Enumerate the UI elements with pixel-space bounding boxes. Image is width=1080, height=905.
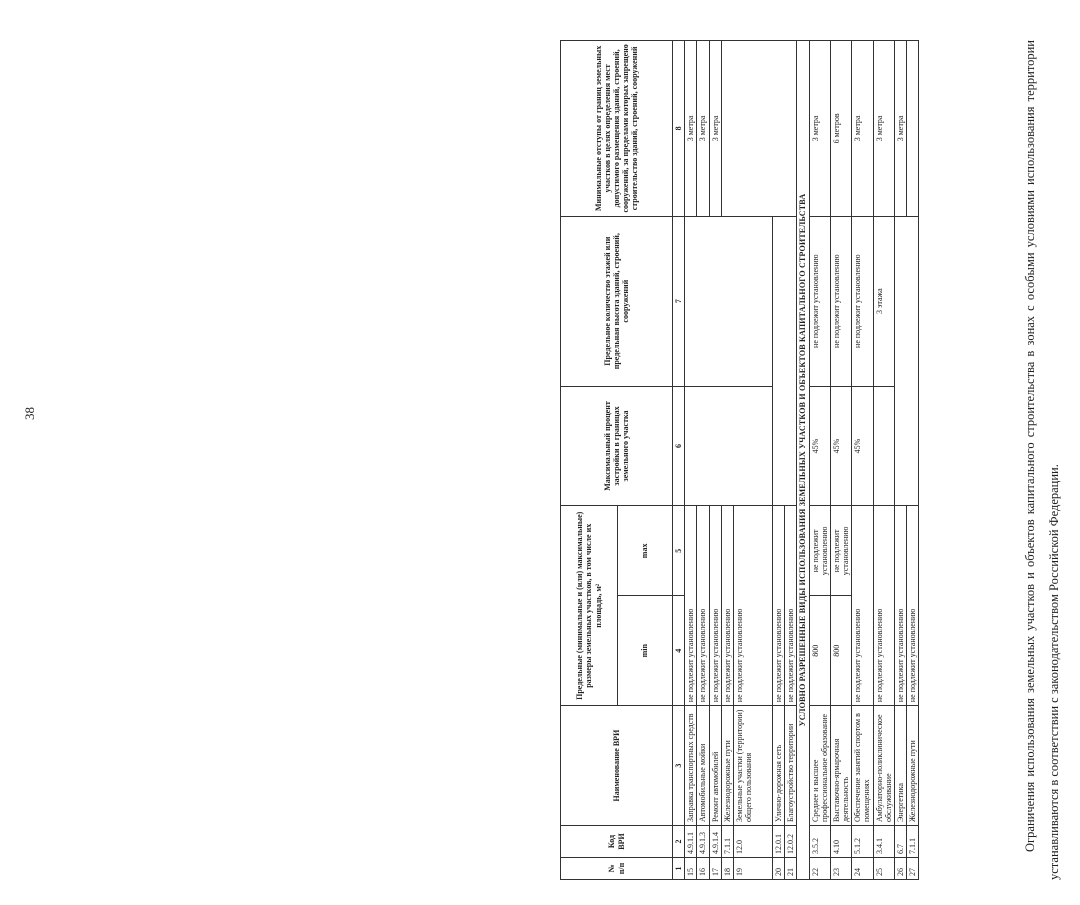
- row-code: 7.1.1: [907, 826, 919, 858]
- row-num: 16: [697, 858, 709, 880]
- row-name: Энергетика: [895, 706, 907, 826]
- header-max: max: [618, 506, 673, 596]
- row-setback: 3 метра: [873, 41, 894, 217]
- section-row: [797, 41, 809, 880]
- row-floors: не подлежит установлению: [852, 216, 873, 386]
- header-sizes: Предельные (минимальные и (или) максимальные) размеры земельных участков, в том числе их площадь, м²: [561, 506, 618, 706]
- col-index: 1: [673, 858, 685, 880]
- row-setback: 3 метра: [685, 41, 697, 217]
- zoning-table: [560, 40, 919, 880]
- row-empty-span: [895, 216, 919, 506]
- header-num: № п/п: [561, 858, 673, 880]
- row-sizes: не подлежит установлению: [772, 506, 784, 706]
- row-setback: 3 метра: [852, 41, 873, 217]
- table-row: [852, 41, 873, 880]
- row-setback: 3 метра: [697, 41, 709, 217]
- table-row: [685, 41, 697, 880]
- row-num: 15: [685, 858, 697, 880]
- row-num: 25: [873, 858, 894, 880]
- row-floors: 3 этажа: [873, 216, 894, 386]
- row-max: не подлежит установлению: [809, 506, 830, 596]
- col-index: 6: [673, 386, 685, 506]
- section-title: УСЛОВНО РАЗРЕШЕННЫЕ ВИДЫ ИСПОЛЬЗОВАНИЯ ЗЕМЕЛЬНЫХ УЧАСТКОВ И ОБЪЕКТОВ КАПИТАЛЬНОГО СТРОИТЕЛЬСТВА: [797, 41, 809, 880]
- row-percent: 45%: [852, 386, 873, 506]
- row-percent-empty: [685, 386, 773, 506]
- row-name: Улично-дорожная сеть: [772, 706, 784, 826]
- row-min: 800: [830, 596, 851, 706]
- row-num: 26: [895, 858, 907, 880]
- rotated-page-content: [560, 40, 1080, 880]
- row-setback: 3 метра: [809, 41, 830, 217]
- row-sizes: не подлежит установлению: [907, 506, 919, 706]
- row-name: Заправка транспортных средств: [685, 706, 697, 826]
- table-row: [895, 41, 907, 880]
- row-name: Благоустройство территории: [785, 706, 797, 826]
- row-floors: не подлежит установлению: [809, 216, 830, 386]
- row-sizes: не подлежит установлению: [852, 506, 873, 706]
- row-num: 22: [809, 858, 830, 880]
- row-code: 6.7: [895, 826, 907, 858]
- row-min: 800: [809, 596, 830, 706]
- row-name: Обеспечение занятий спортом в помещениях: [852, 706, 873, 826]
- column-index-row: [673, 41, 685, 880]
- row-max: не подлежит установлению: [830, 506, 851, 596]
- row-sizes: не подлежит установлению: [697, 506, 709, 706]
- row-sizes: не подлежит установлению: [895, 506, 907, 706]
- row-sizes: не подлежит установлению: [685, 506, 697, 706]
- row-num: 24: [852, 858, 873, 880]
- footnote-paragraph: Ограничения использования земельных участков и объектов капитального строительства в зонах с особыми условиями использования территории устанавливаются в соответствии с законодательством Российской Федерации.: [1022, 40, 1061, 880]
- row-floors: не подлежит установлению: [830, 216, 851, 386]
- table-row: [809, 41, 830, 880]
- row-name: Железнодорожные пути: [721, 706, 733, 826]
- row-percent: 45%: [830, 386, 851, 506]
- col-index: 2: [673, 826, 685, 858]
- row-num: 27: [907, 858, 919, 880]
- row-code: 12.0.1: [772, 826, 784, 858]
- col-index: 5: [673, 506, 685, 596]
- header-name: Наименование ВРИ: [561, 706, 673, 826]
- row-code: 3.5.2: [809, 826, 830, 858]
- row-sizes: не подлежит установлению: [785, 506, 797, 706]
- row-name: Ремонт автомобилей: [709, 706, 721, 826]
- header-min: min: [618, 596, 673, 706]
- col-index: 7: [673, 216, 685, 386]
- row-percent: 45%: [809, 386, 830, 506]
- row-code: 3.4.1: [873, 826, 894, 858]
- row-code: 4.9.1.3: [697, 826, 709, 858]
- row-num: 17: [709, 858, 721, 880]
- row-code: 12.0.2: [785, 826, 797, 858]
- row-setback: 6 метров: [830, 41, 851, 217]
- row-code: 4.10: [830, 826, 851, 858]
- header-code: Код ВРИ: [561, 826, 673, 858]
- table-row: [830, 41, 851, 880]
- header-percent: Максимальный процент застройки в границах земельного участка: [561, 386, 673, 506]
- row-sizes: не подлежит установлению: [709, 506, 721, 706]
- row-name: Железнодорожные пути: [907, 706, 919, 826]
- row-code: 4.9.1.4: [709, 826, 721, 858]
- row-code: 4.9.1.1: [685, 826, 697, 858]
- row-num: 20: [772, 858, 784, 880]
- col-index: 4: [673, 596, 685, 706]
- col-index: 8: [673, 41, 685, 217]
- row-num: 23: [830, 858, 851, 880]
- row-setback: 3 метра: [895, 41, 907, 217]
- row-empty-span: [772, 216, 796, 506]
- row-setback-empty: [721, 41, 797, 217]
- row-sizes: не подлежит установлению: [721, 506, 733, 706]
- page-number: 38: [22, 407, 37, 420]
- row-setback-empty: [907, 41, 919, 217]
- row-name: Выставочно-ярмарочная деятельность: [830, 706, 851, 826]
- row-num: 18: [721, 858, 733, 880]
- row-name: Автомобильные мойки: [697, 706, 709, 826]
- header-setbacks: Минимальные отступы от границ земельных участков в целях определения мест допустимого размещения зданий, строений, сооружений, за пределами которых запрещено строительство зданий, строений, сооружений: [561, 41, 673, 217]
- row-code: 12.0: [733, 826, 772, 858]
- row-code: 5.1.2: [852, 826, 873, 858]
- row-percent-empty: [873, 386, 894, 506]
- row-num: 19: [733, 858, 772, 880]
- table-row: [873, 41, 894, 880]
- row-sizes: не подлежит установлению: [733, 506, 772, 706]
- row-name: Земельные участки (территории) общего пользования: [733, 706, 772, 826]
- row-setback: 3 метра: [709, 41, 721, 217]
- row-code: 7.1.1: [721, 826, 733, 858]
- row-num: 21: [785, 858, 797, 880]
- row-sizes: не подлежит установлению: [873, 506, 894, 706]
- header-floors: Предельное количество этажей или предельная высота зданий, строений, сооружений: [561, 216, 673, 386]
- row-name: Амбулаторно-поликлиническое обслуживание: [873, 706, 894, 826]
- col-index: 3: [673, 706, 685, 826]
- row-floors-empty: [685, 216, 773, 386]
- row-name: Среднее и высшее профессиональное образование: [809, 706, 830, 826]
